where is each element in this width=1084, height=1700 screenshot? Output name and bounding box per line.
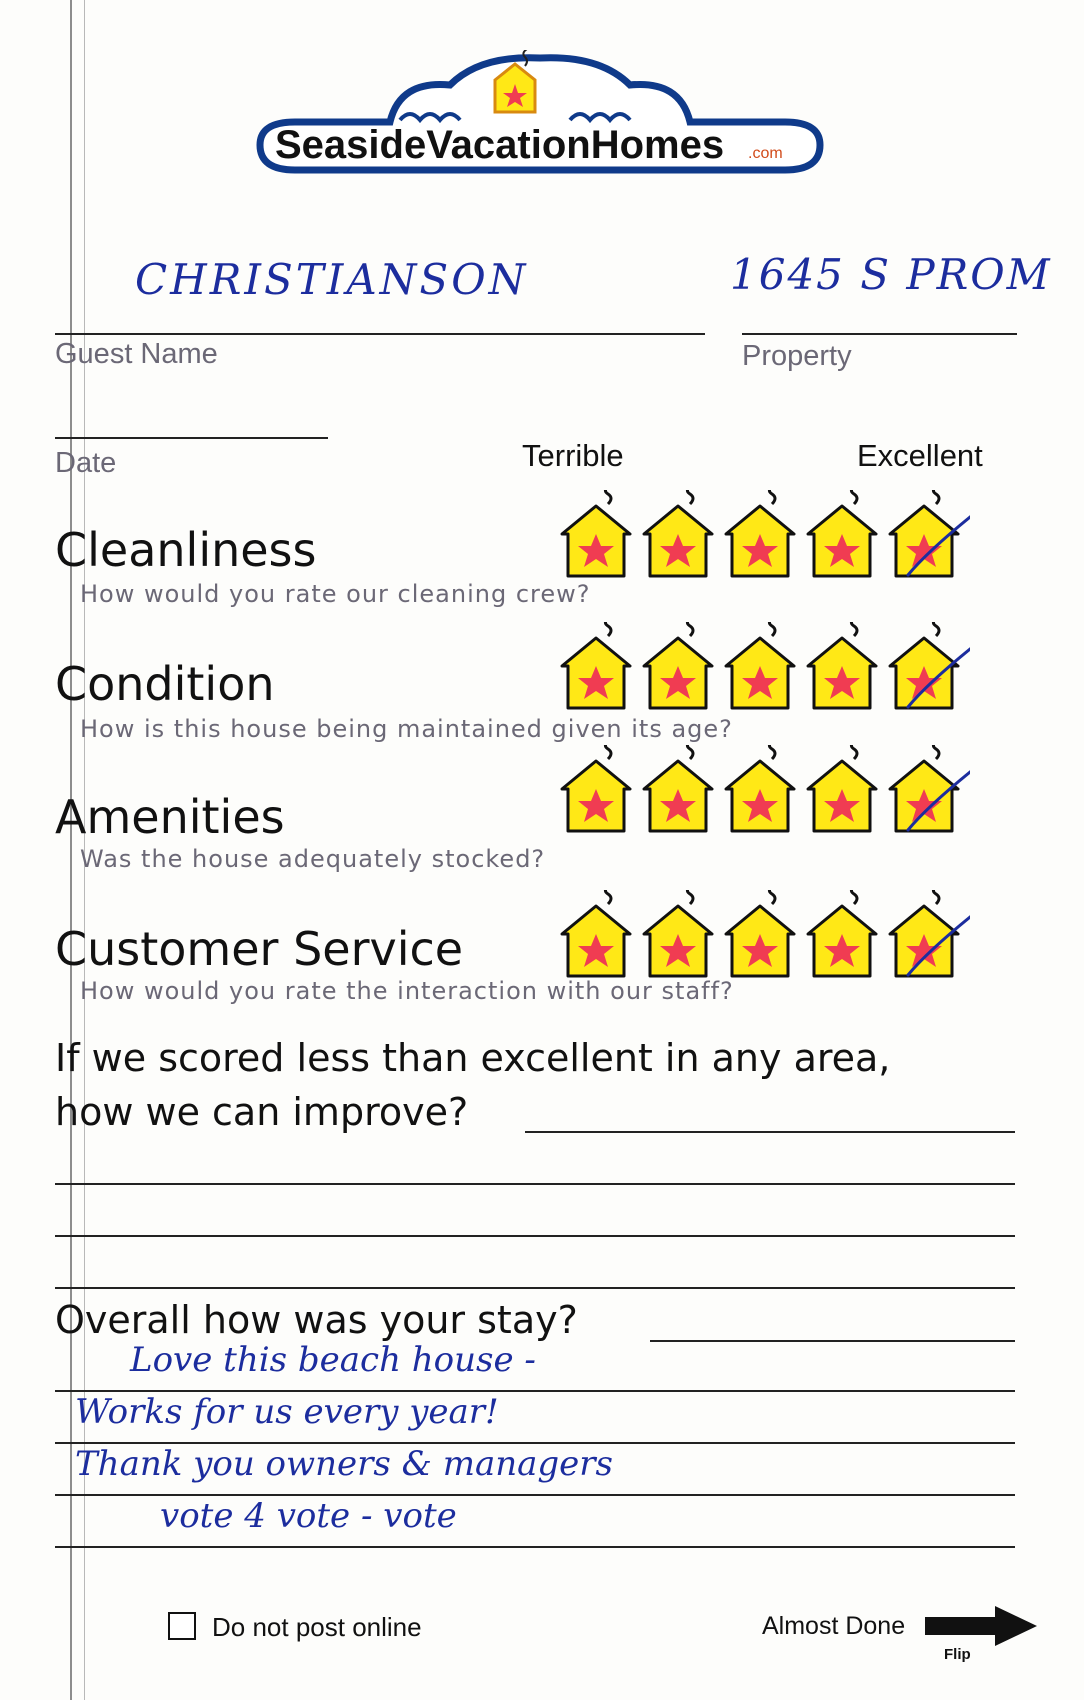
category-subtitle-customer-service: How would you rate the interaction with our staff? [80,977,734,1005]
do-not-post-label: Do not post online [212,1612,422,1642]
improve-answer-line-1[interactable] [525,1131,1015,1133]
overall-answer-line-4[interactable] [55,1546,1015,1548]
company-logo [250,50,830,215]
category-subtitle-amenities: Was the house adequately stocked? [80,845,546,873]
house-star-icon[interactable] [890,490,958,576]
arrow-right-icon[interactable] [925,1606,1040,1646]
logo-text: SeasideVacationHomes [275,123,725,167]
overall-answer-text: Thank you owners & managers [75,1444,613,1484]
house-star-icon[interactable] [808,745,876,831]
house-star-icon[interactable] [808,622,876,708]
date-label: Date [55,447,117,479]
overall-answer-text: Love this beach house - [130,1340,536,1380]
category-subtitle-cleanliness: How would you rate our cleaning crew? [80,580,591,608]
category-subtitle-condition: How is this house being maintained given its age? [80,715,733,743]
property-value: 1645 S PROM [730,250,1052,299]
do-not-post-checkbox[interactable] [168,1612,196,1640]
date-line[interactable] [55,437,328,439]
house-star-icon[interactable] [644,490,712,576]
improve-answer-line-3[interactable] [55,1235,1015,1237]
house-star-icon[interactable] [562,890,630,976]
category-title-amenities: Amenities [55,790,285,844]
house-star-icon[interactable] [562,745,630,831]
property-label: Property [742,340,852,372]
guest-name-line[interactable] [55,333,705,335]
house-star-icon[interactable] [890,622,958,708]
house-star-icon[interactable] [890,890,958,976]
improve-answer-line-4[interactable] [55,1287,1015,1289]
house-star-icon[interactable] [726,745,794,831]
house-star-icon[interactable] [726,622,794,708]
logo-suffix: .com [748,145,783,162]
property-line[interactable] [742,333,1017,335]
house-star-icon[interactable] [562,490,630,576]
house-star-icon[interactable] [726,490,794,576]
scale-low-label: Terrible [522,438,624,473]
house-star-icon[interactable] [644,622,712,708]
scale-high-label: Excellent [857,438,983,473]
rating-condition[interactable] [560,622,970,710]
improve-question-line2: how we can improve? [55,1090,469,1134]
flip-label: Flip [944,1646,971,1663]
house-star-icon[interactable] [808,890,876,976]
house-star-icon[interactable] [726,890,794,976]
guest-name-value: CHRISTIANSON [135,255,529,304]
guest-name-label: Guest Name [55,338,218,370]
overall-answer-text: vote 4 vote - vote [160,1496,457,1536]
improve-question-line1: If we scored less than excellent in any area, [55,1036,891,1080]
left-margin-line [70,0,72,1700]
house-star-icon[interactable] [808,490,876,576]
category-title-condition: Condition [55,657,275,711]
almost-done-label: Almost Done [762,1612,906,1640]
overall-answer-text: Works for us every year! [75,1392,499,1432]
overall-question: Overall how was your stay? [55,1298,578,1342]
rating-amenities[interactable] [560,745,970,833]
overall-answer-line-0[interactable] [650,1340,1015,1342]
improve-answer-line-2[interactable] [55,1183,1015,1185]
category-title-customer-service: Customer Service [55,922,464,976]
house-star-icon[interactable] [890,745,958,831]
category-title-cleanliness: Cleanliness [55,523,317,577]
rating-cleanliness[interactable] [560,490,970,578]
house-star-icon[interactable] [562,622,630,708]
house-star-icon[interactable] [644,890,712,976]
rating-customer-service[interactable] [560,890,970,978]
house-star-icon[interactable] [644,745,712,831]
